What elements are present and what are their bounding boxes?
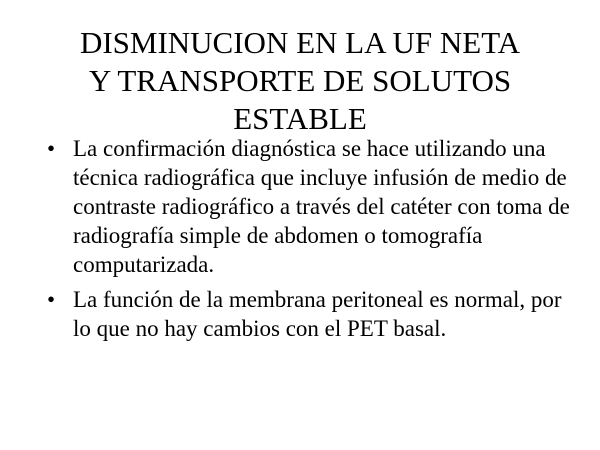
- title-line: DISMINUCION EN LA UF NETA: [79, 25, 521, 60]
- title-line: Y TRANSPORTE DE SOLUTOS: [88, 63, 512, 98]
- title-line: ESTABLE: [233, 101, 367, 136]
- bullet-marker: •: [47, 287, 56, 312]
- bullet-marker: •: [47, 136, 56, 161]
- bullet-text: La confirmación diagnóstica se hace utilizando una técnica radiográfica que incluye infusión de medio de contraste radiográfico a través del catéter con toma de radiografía simple de abdomen o tomografía computarizada.: [73, 136, 570, 277]
- bullet-item: [47, 285, 577, 343]
- bullet-text: La función de la membrana peritoneal es normal, por lo que no hay cambios con el PET basal.: [73, 287, 562, 341]
- bullet-list: [47, 134, 577, 349]
- bullet-item: [47, 134, 577, 279]
- slide-title: [0, 24, 600, 138]
